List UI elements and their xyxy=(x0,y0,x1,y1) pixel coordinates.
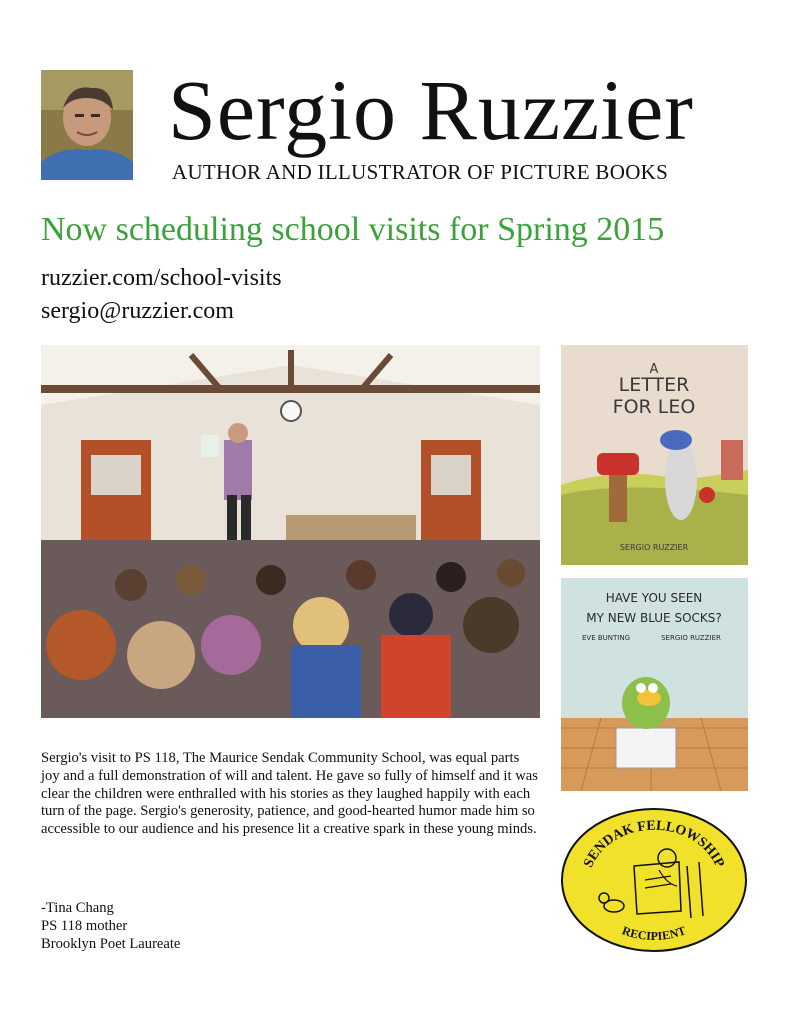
scheduling-headline: Now scheduling school visits for Spring 2015 xyxy=(41,211,665,248)
author-portrait xyxy=(41,70,133,180)
quote-text: Sergio's visit to PS 118, The Maurice Sendak Community School, was equal parts joy and a full demonstration of will and talent. He gave so fully of himself and it was clear the children were enthralled with his stories as they laughed happily with each turn of the page. Sergio's generosity, patience, and good-hearted humor made him so accessible to our audience and his presence lit a creative spark in these young minds. xyxy=(41,750,538,838)
book1-title-b: LETTER xyxy=(618,374,690,396)
author-subtitle: AUTHOR AND ILLUSTRATOR OF PICTURE BOOKS xyxy=(172,160,669,184)
signature-title: Brooklyn Poet Laureate xyxy=(41,935,181,952)
seal-bottom-text: RECIPIENT xyxy=(620,923,688,944)
school-visits-link[interactable]: ruzzier.com/school-visits xyxy=(41,265,282,291)
book-cover-blue-socks xyxy=(561,578,748,791)
author-name: Sergio Ruzzier xyxy=(168,62,694,158)
testimonial-quote xyxy=(41,750,541,839)
email-link[interactable]: sergio@ruzzier.com xyxy=(41,298,234,324)
book2-author-b: SERGIO RUZZIER xyxy=(661,634,721,642)
book1-title-a: A xyxy=(649,362,659,377)
book1-title-c: FOR LEO xyxy=(612,396,696,418)
signature-role: PS 118 mother xyxy=(41,917,128,934)
book2-author-a: EVE BUNTING xyxy=(581,634,631,642)
book2-title-a: HAVE YOU SEEN xyxy=(605,591,703,605)
book1-author: SERGIO RUZZIER xyxy=(619,543,689,552)
book2-title-b: MY NEW BLUE SOCKS? xyxy=(586,611,722,625)
testimonial-signature xyxy=(41,900,180,953)
seal-top-text: SENDAK FELLOWSHIP xyxy=(581,818,727,871)
book-cover-letter-for-leo xyxy=(561,345,748,565)
sendak-fellowship-seal xyxy=(559,806,749,954)
signature-name: -Tina Chang xyxy=(41,900,114,916)
school-visit-photo xyxy=(41,345,540,718)
